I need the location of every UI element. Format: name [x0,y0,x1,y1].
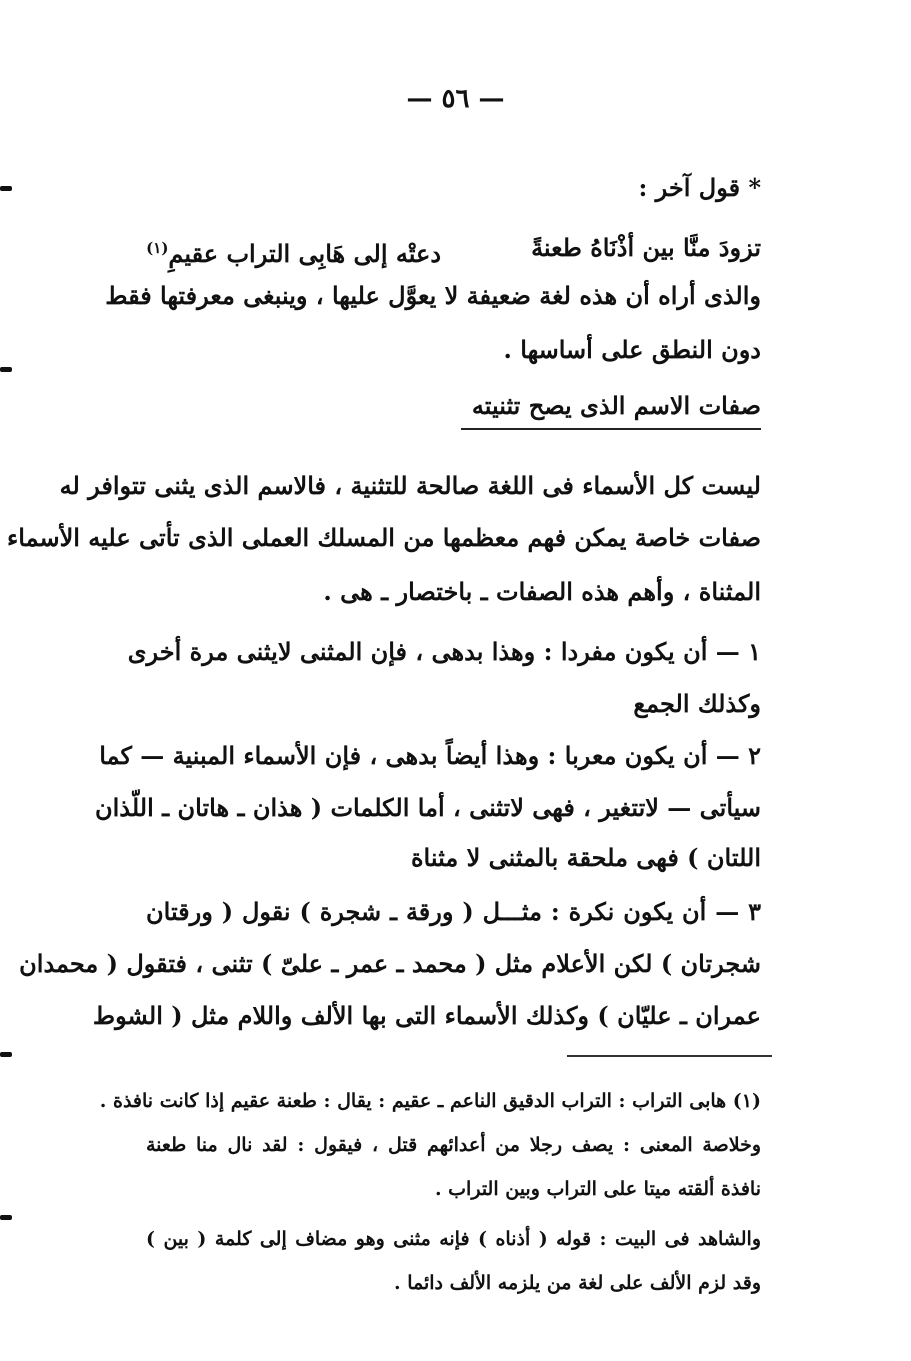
margin-mark [0,1215,12,1220]
list-item-2-line: ٢ — أن يكون معربا : وهذا أيضاً بدهى ، فإن الأسماء المبنية — كما [99,741,761,770]
footnote-separator [567,1055,772,1057]
intro-line: * قول آخر : [638,173,761,202]
footnote-line: وخلاصة المعنى : يصف رجلا من أعدائهم قتل ، فيقول : لقد نال منا طعنة [146,1134,761,1156]
verse-second-half [146,228,441,274]
verse-first-half: تزودَ منَّا بين أذْنَاهُ طعنةً [531,233,761,262]
list-item-1-line: وكذلك الجمع [633,689,761,718]
body-line: دون النطق على أساسها . [503,335,761,364]
list-item-3-line: شجرتان ) لكن الأعلام مثل ( محمد ـ عمر ـ علىّ ) تثنى ، فتقول ( محمدان [19,949,761,978]
body-line: صفات خاصة يمكن فهم معظمها من المسلك العملى الذى تأتى عليه الأسماء [7,523,761,552]
body-line: ليست كل الأسماء فى اللغة صالحة للتثنية ، فالاسم الذى يثنى تتوافر له [59,471,761,500]
margin-mark [0,367,12,372]
list-item-3-line: ٣ — أن يكون نكرة : مثـــل ( ورقة ـ شجرة ) نقول ( ورقتان [146,897,761,926]
footnote-line: وقد لزم الألف على لغة من يلزمه الألف دائما . [393,1272,761,1294]
list-item-2-line: اللتان ) فهى ملحقة بالمثنى لا مثناة [410,843,761,872]
verse-second-half-text: دعتْه إلى هَابِى التراب عقيمِ [168,239,441,268]
page-number: — ٥٦ — [406,84,505,114]
margin-mark [0,186,12,191]
list-item-2-line: سيأتى — لاتتغير ، فهى لاتثنى ، أما الكلمات ( هذان ـ هاتان ـ اللّذان [94,793,761,822]
footnote-line: والشاهد فى البيت : قوله ( أذناه ) فإنه مثنى وهو مضاف إلى كلمة ( بين ) [146,1228,761,1250]
body-line: والذى أراه أن هذه لغة ضعيفة لا يعوَّل عليها ، وينبغى معرفتها فقط [105,281,761,310]
heading-underline [461,428,761,430]
body-line: المثناة ، وأهم هذه الصفات ـ باختصار ـ هى . [323,577,761,606]
footnote-reference: (١) [146,239,169,257]
footnote-line: نافذة ألقته ميتا على التراب وبين التراب . [434,1178,761,1200]
list-item-3-line: عمران ـ عليّان ) وكذلك الأسماء التى بها الألف واللام مثل ( الشوط [92,1001,761,1030]
section-heading: صفات الاسم الذى يصح تثنيته [471,391,761,420]
margin-mark [0,1052,12,1057]
list-item-1-line: ١ — أن يكون مفردا : وهذا بدهى ، فإن المثنى لايثنى مرة أخرى [127,637,761,666]
footnote-line: (١) هابى التراب : التراب الدقيق الناعم ـ عقيم : يقال : طعنة عقيم إذا كانت نافذة . [99,1090,761,1112]
